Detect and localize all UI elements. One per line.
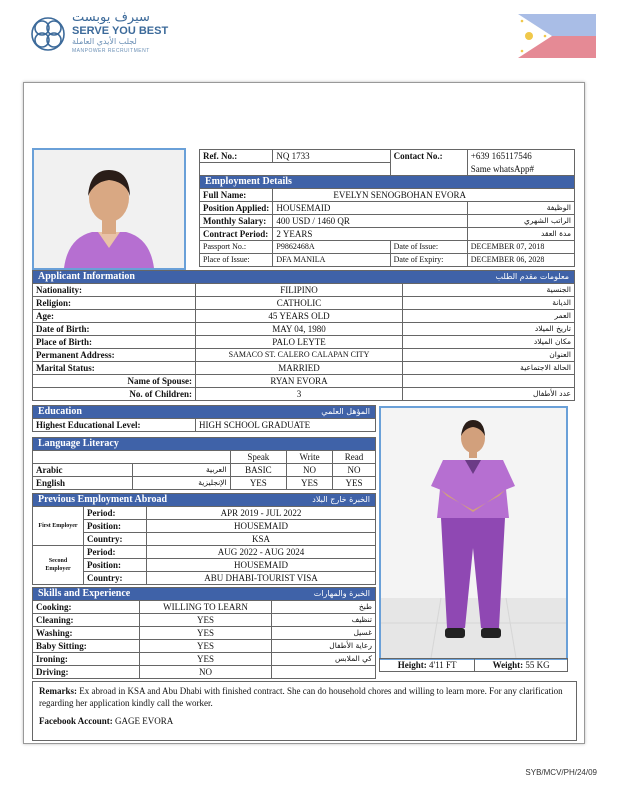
field-label: Full Name: xyxy=(200,189,273,202)
table-row xyxy=(33,614,376,627)
logo-arabic-text: سيرف يوبست xyxy=(72,10,150,25)
field-value: HIGH SCHOOL GRADUATE xyxy=(196,419,376,432)
field-value: APR 2019 - JUL 2022 xyxy=(147,507,376,520)
field-arabic-label: غسيل xyxy=(272,627,376,640)
table-row xyxy=(33,375,575,388)
skills-experience-table xyxy=(32,587,376,679)
language-arabic-label: العربية xyxy=(132,464,230,477)
field-label: Driving: xyxy=(33,666,140,679)
field-label: Cooking: xyxy=(33,601,140,614)
contact-value: +639 165117546 xyxy=(467,150,574,163)
language-literacy-table xyxy=(32,437,376,490)
contact-note: Same whatsApp# xyxy=(467,163,574,176)
field-label: Contract Period: xyxy=(200,228,273,241)
field-label: Nationality: xyxy=(33,284,196,297)
column-header: Write xyxy=(287,451,333,464)
write-value: NO xyxy=(287,464,333,477)
table-row xyxy=(33,507,376,520)
table-row xyxy=(33,533,376,546)
place-issue-label: Place of Issue: xyxy=(200,254,273,267)
table-row xyxy=(33,520,376,533)
field-label: Place of Birth: xyxy=(33,336,196,349)
ref-value: NQ 1733 xyxy=(273,150,390,163)
field-value: SAMACO ST. CALERO CALAPAN CITY xyxy=(196,349,403,362)
table-row xyxy=(33,349,575,362)
read-value: YES xyxy=(332,477,375,490)
education-table xyxy=(32,405,376,432)
field-value: WILLING TO LEARN xyxy=(140,601,272,614)
passport-value: P9862468A xyxy=(273,241,390,254)
field-value: YES xyxy=(140,640,272,653)
employment-details-table xyxy=(199,149,575,267)
field-arabic-label: تنظيف xyxy=(272,614,376,627)
remarks-box xyxy=(32,681,577,741)
field-arabic-label: مكان الميلاد xyxy=(403,336,575,349)
employment-details-header: Employment Details xyxy=(200,176,575,189)
field-arabic-label xyxy=(272,666,376,679)
field-value: PALO LEYTE xyxy=(196,336,403,349)
field-value: HOUSEMAID xyxy=(147,559,376,572)
field-label: Position: xyxy=(84,520,147,533)
column-header: Speak xyxy=(230,451,287,464)
field-value: 45 YEARS OLD xyxy=(196,310,403,323)
language-literacy-header: Language Literacy xyxy=(33,438,376,451)
field-arabic-label: الجنسية xyxy=(403,284,575,297)
table-row xyxy=(33,323,575,336)
weight-cell: Weight: 55 KG xyxy=(475,659,568,672)
place-issue-value: DFA MANILA xyxy=(273,254,390,267)
field-value: MAY 04, 1980 xyxy=(196,323,403,336)
language-arabic-label: الإنجليزية xyxy=(132,477,230,490)
field-arabic-label: العنوان xyxy=(403,349,575,362)
philippine-flag xyxy=(518,14,596,58)
field-label: Position Applied: xyxy=(200,202,273,215)
field-arabic-label: تاريخ الميلاد xyxy=(403,323,575,336)
field-value: 400 USD / 1460 QR xyxy=(273,215,467,228)
table-row xyxy=(33,601,376,614)
biodata-sheet xyxy=(23,82,585,744)
column-header: Read xyxy=(332,451,375,464)
ref-label: Ref. No.: xyxy=(200,150,273,163)
body-measurements-table xyxy=(379,658,568,672)
table-row xyxy=(200,228,575,241)
passport-label: Passport No.: xyxy=(200,241,273,254)
remarks-text-block xyxy=(39,685,570,709)
logo-arabic-subtext: لجلب الأيدي العاملة xyxy=(72,37,137,46)
field-label: Name of Spouse: xyxy=(33,375,196,388)
table-row xyxy=(33,284,575,297)
height-cell: Height: 4'11 FT xyxy=(380,659,475,672)
table-row xyxy=(33,640,376,653)
table-row xyxy=(200,254,575,267)
field-label: Country: xyxy=(84,533,147,546)
field-label: Marital Status: xyxy=(33,362,196,375)
field-label: Country: xyxy=(84,572,147,585)
document-code: SYB/MCV/PH/24/09 xyxy=(525,768,597,777)
table-row xyxy=(33,310,575,323)
field-value: RYAN EVORA xyxy=(196,375,403,388)
applicant-information-header: Applicant Information معلومات مقدم الطلب xyxy=(33,271,575,284)
field-value: FILIPINO xyxy=(196,284,403,297)
field-value: CATHOLIC xyxy=(196,297,403,310)
field-arabic-label: الوظيفة xyxy=(467,202,574,215)
write-value: YES xyxy=(287,477,333,490)
field-arabic-label: الديانة xyxy=(403,297,575,310)
logo-subtitle: MANPOWER RECRUITMENT xyxy=(72,48,150,54)
logo-emblem-icon xyxy=(28,12,68,56)
field-label: Date of Birth: xyxy=(33,323,196,336)
field-label: Monthly Salary: xyxy=(200,215,273,228)
table-row xyxy=(33,388,575,401)
field-arabic-label: رعاية الأطفال xyxy=(272,640,376,653)
field-label: Position: xyxy=(84,559,147,572)
table-row xyxy=(33,546,376,559)
field-value: NO xyxy=(140,666,272,679)
field-value: KSA xyxy=(147,533,376,546)
facebook-label: Facebook Account: xyxy=(39,716,113,726)
education-header: Education المؤهل العلمي xyxy=(33,406,376,419)
field-value: 2 YEARS xyxy=(273,228,467,241)
contact-label: Contact No.: xyxy=(390,150,467,176)
field-arabic-label xyxy=(403,375,575,388)
table-row xyxy=(33,572,376,585)
field-arabic-label: طبخ xyxy=(272,601,376,614)
table-row xyxy=(200,189,575,202)
previous-employment-table xyxy=(32,493,376,585)
field-value: YES xyxy=(140,614,272,627)
speak-value: YES xyxy=(230,477,287,490)
facebook-value: GAGE EVORA xyxy=(115,716,174,726)
remarks-text: Ex abroad in KSA and Abu Dhabi with finished contract. She can do household chores and willing to learn more. For any clarification regarding her application kindly call the worker. xyxy=(39,686,563,708)
field-label: Religion: xyxy=(33,297,196,310)
second-employer-label: Second Employer xyxy=(33,546,84,585)
field-label: Ironing: xyxy=(33,653,140,666)
field-arabic-label: العمر xyxy=(403,310,575,323)
field-label: Permanent Address: xyxy=(33,349,196,362)
skills-experience-header: Skills and Experience الخبرة والمهارات xyxy=(33,588,376,601)
field-label: Highest Educational Level: xyxy=(33,419,196,432)
field-value: HOUSEMAID xyxy=(147,520,376,533)
remarks-label: Remarks: xyxy=(39,686,77,696)
language-label: Arabic xyxy=(33,464,133,477)
expiry-value: DECEMBER 06, 2028 xyxy=(467,254,574,267)
first-employer-label: First Employer xyxy=(33,507,84,546)
read-value: NO xyxy=(332,464,375,477)
field-value: ABU DHABI-TOURIST VISA xyxy=(147,572,376,585)
expiry-label: Date of Expiry: xyxy=(390,254,467,267)
facebook-account xyxy=(39,715,570,727)
table-row xyxy=(200,215,575,228)
table-row xyxy=(33,297,575,310)
field-label: Baby Sitting: xyxy=(33,640,140,653)
field-value: EVELYN SENOGBOHAN EVORA xyxy=(273,189,575,202)
field-value: HOUSEMAID xyxy=(273,202,467,215)
field-arabic-label: عدد الأطفال xyxy=(403,388,575,401)
field-label: No. of Children: xyxy=(33,388,196,401)
applicant-full-body-photo xyxy=(379,406,568,660)
logo-english-text: SERVE YOU BEST xyxy=(72,25,169,37)
field-label: Period: xyxy=(84,546,147,559)
issue-date-value: DECEMBER 07, 2018 xyxy=(467,241,574,254)
table-row xyxy=(33,419,376,432)
table-row xyxy=(33,464,376,477)
field-arabic-label: الحالة الاجتماعية xyxy=(403,362,575,375)
applicant-information-table xyxy=(32,270,575,401)
field-label: Period: xyxy=(84,507,147,520)
table-row xyxy=(200,202,575,215)
table-row xyxy=(33,362,575,375)
language-label: English xyxy=(33,477,133,490)
speak-value: BASIC xyxy=(230,464,287,477)
table-row xyxy=(33,627,376,640)
field-label: Washing: xyxy=(33,627,140,640)
table-row xyxy=(33,336,575,349)
table-row xyxy=(33,559,376,572)
field-value: YES xyxy=(140,653,272,666)
applicant-portrait-photo xyxy=(32,148,186,270)
field-value: AUG 2022 - AUG 2024 xyxy=(147,546,376,559)
previous-employment-header: Previous Employment Abroad الخبرة خارج البلاد xyxy=(33,494,376,507)
table-row xyxy=(33,477,376,490)
table-row xyxy=(33,653,376,666)
field-arabic-label: كي الملابس xyxy=(272,653,376,666)
field-arabic-label: مدة العقد xyxy=(467,228,574,241)
field-arabic-label: الراتب الشهري xyxy=(467,215,574,228)
table-row xyxy=(200,241,575,254)
field-value: MARRIED xyxy=(196,362,403,375)
field-label: Cleaning: xyxy=(33,614,140,627)
table-row xyxy=(33,666,376,679)
issue-date-label: Date of Issue: xyxy=(390,241,467,254)
field-value: YES xyxy=(140,627,272,640)
field-label: Age: xyxy=(33,310,196,323)
field-value: 3 xyxy=(196,388,403,401)
